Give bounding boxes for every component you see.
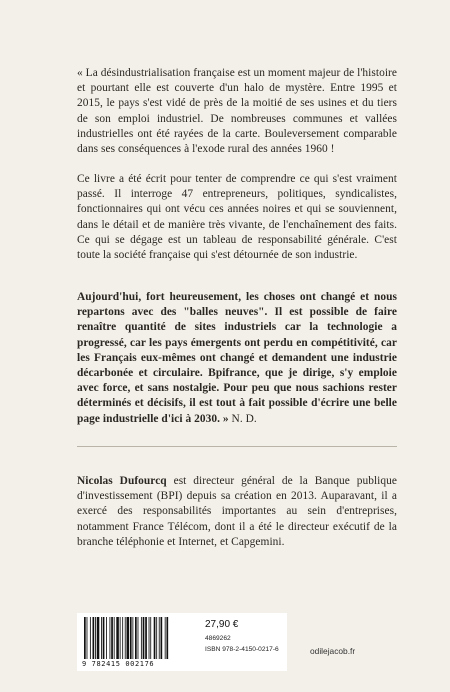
author-name: Nicolas Dufourcq bbox=[77, 475, 167, 487]
publisher-website: odilejacob.fr bbox=[310, 646, 356, 656]
barcode-digits: 9 782415 002176 bbox=[82, 660, 155, 668]
blurb-paragraph-2: Ce livre a été écrit pour tenter de comprendre ce qui s'est vraiment passé. Il interroge 47 entrepreneurs, politiques, syndicalistes, fonctionnaires qui ont vécu ces années noires et qui se souviennent, dans le détail et de manière très vivante, de l'enchaînement des faits. Ce qui se dégage est un tableau de responsabilité générale. C'est toute la société française qui s'est détournée de son industrie. bbox=[77, 173, 397, 262]
author-bio-text: est directeur général de la Banque publique d'investissement (BPI) depuis sa création en 2013. Auparavant, il a exercé des responsabilités importantes au sein d'entreprises, notamment France Télécom, dont il a été le directeur exécutif de la branche téléphonie et Internet, et Capgemini. bbox=[77, 475, 397, 548]
author-bio bbox=[77, 474, 397, 550]
barcode-label bbox=[77, 613, 287, 671]
price: 27,90 € bbox=[205, 619, 239, 630]
blurb-signature: N. D. bbox=[231, 412, 257, 425]
isbn-barcode bbox=[82, 617, 194, 659]
product-code: 4869262 bbox=[205, 635, 231, 642]
isbn-number: ISBN 978-2-4150-0217-6 bbox=[205, 646, 279, 653]
blurb-paragraph-1: « La désindustrialisation française est un moment majeur de l'histoire et pourtant elle est couverte d'un halo de mystère. Entre 1995 et 2015, le pays s'est vidé de près de la moitié de ses usines et du tiers de son emploi industriel. De nombreuses communes et vallées industrielles ont été rayées de la carte. Bouleversement comparable dans ses conséquences à l'exode rural des années 1960 ! bbox=[77, 67, 397, 156]
section-divider bbox=[77, 446, 397, 447]
blurb-paragraph-3-text: Aujourd'hui, fort heureusement, les choses ont changé et nous repartons avec des "balles neuves". Il est possible de faire renaître quantité de sites industriels car la technologie a progressé, car les pays émergents ont perdu en compétitivité, car les Français eux-mêmes ont changé et demandent une industrie décarbonée et circulaire. Bpifrance, que je dirige, s'y emploie avec force, et sans nostalgie. Pour peu que nous sachions rester déterminés et décisifs, il est tout à fait possible d'écrire une belle page industrielle d'ici à 2030. » bbox=[77, 291, 397, 425]
blurb-paragraph-3 bbox=[77, 290, 397, 427]
